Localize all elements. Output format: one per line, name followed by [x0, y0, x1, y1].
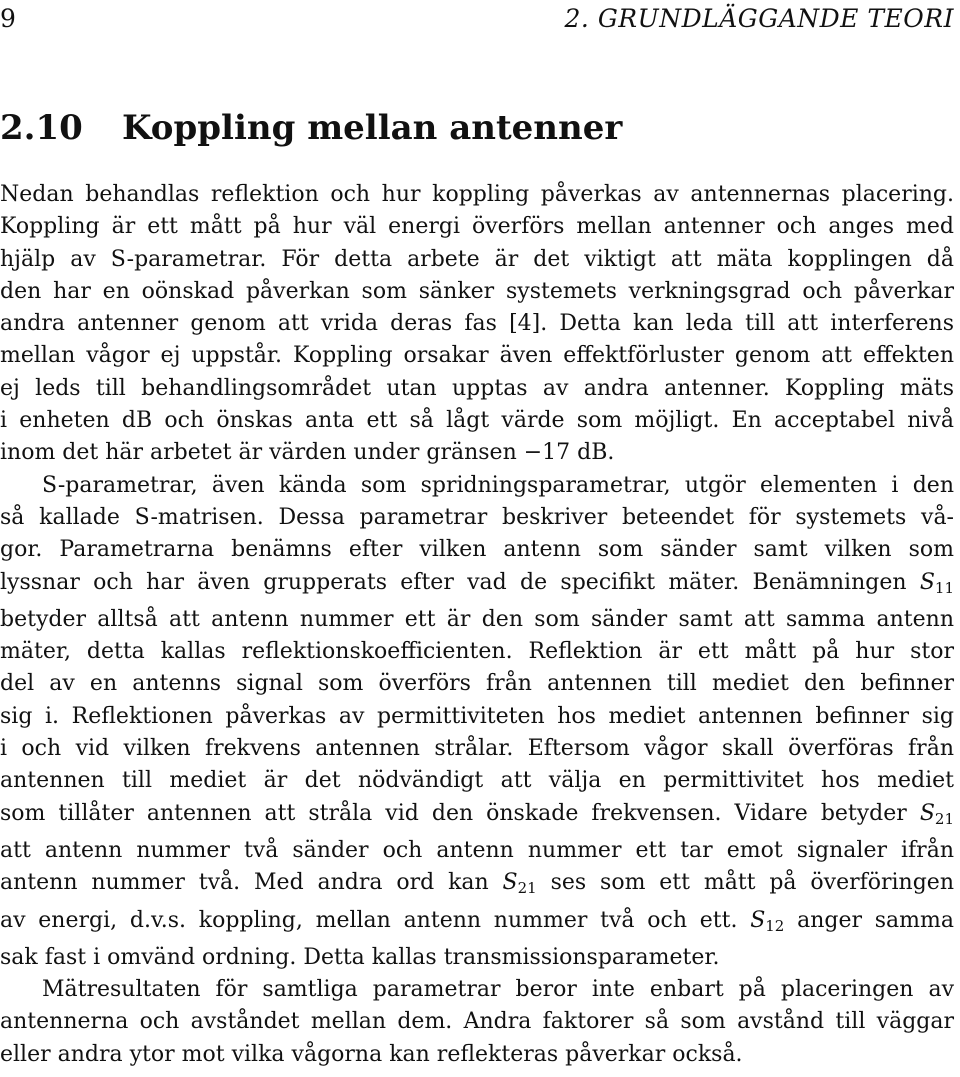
text-line: mellan vågor ej uppstår. Koppling orsakar även effektförluster genom att effekten	[0, 343, 954, 369]
text-line: i enheten dB och önskas anta ett så lågt värde som möjligt. En acceptabel nivå	[0, 408, 954, 434]
body-text	[0, 179, 954, 1071]
text-line: i och vid vilken frekvens antennen strålar. Eftersom vågor skall överföras från	[0, 736, 954, 762]
text-line: ej leds till behandlingsområdet utan upptas av andra antenner. Koppling mäts	[0, 375, 954, 401]
text-line: eller andra ytor mot vilka vågorna kan reflekteras påverkar också.	[0, 1041, 743, 1067]
text-segment: lyssnar och har även grupperats efter vad de specifikt mäter. Benämningen	[0, 569, 920, 595]
symbol-subscript: 21	[517, 879, 537, 898]
text-line: sig i. Reflektionen påverkas av permittiviteten hos mediet antennen befinner sig	[0, 703, 954, 729]
text-line: att antenn nummer två sänder och antenn nummer ett tar emot signaler ifrån	[0, 837, 954, 863]
text-line: så kallade S-matrisen. Dessa parametrar beskriver beteendet för systemets vå-	[0, 504, 954, 530]
text-line: gor. Parametrarna benämns efter vilken antenn som sänder samt vilken som	[0, 537, 954, 563]
text-segment: som tillåter antennen att stråla vid den önskade frekvensen. Vidare betyder	[0, 800, 920, 826]
page-number: 9	[0, 4, 16, 33]
symbol-subscript: 11	[934, 578, 954, 597]
text-line: inom det här arbetet är värden under gränsen −17 dB.	[0, 440, 615, 466]
text-line: sak fast i omvänd ordning. Detta kallas transmissionsparameter.	[0, 944, 720, 970]
chapter-title: 2. GRUNDLÄGGANDE TEORI	[564, 4, 954, 33]
math-symbol-s21	[920, 801, 954, 826]
section-heading	[0, 106, 954, 150]
text-line: mäter, detta kallas reflektionskoefficienten. Reflektion är ett mått på hur stor	[0, 639, 954, 665]
text-line	[0, 798, 954, 835]
text-line: Koppling är ett mått på hur väl energi överförs mellan antenner och anges med	[0, 214, 954, 240]
math-symbol-s11	[920, 570, 954, 595]
paragraph-3	[0, 974, 954, 1071]
text-line	[0, 567, 954, 604]
symbol-base: S	[919, 800, 935, 826]
text-line: antennerna och avståndet mellan dem. Andra faktorer så som avstånd till väggar	[0, 1009, 954, 1035]
section-title: Koppling mellan antenner	[122, 108, 623, 148]
text-line: S-parametrar, även kända som spridningsparametrar, utgör elementen i den	[42, 472, 954, 498]
text-line	[0, 867, 954, 904]
symbol-base: S	[919, 569, 935, 595]
text-line: andra antenner genom att vrida deras fas [4]. Detta kan leda till att interferens	[0, 311, 954, 337]
text-line	[0, 905, 954, 942]
text-segment: ses som ett mått på överföringen	[536, 870, 954, 896]
symbol-base: S	[750, 907, 766, 933]
text-segment: antenn nummer två. Med andra ord kan	[0, 870, 503, 896]
math-symbol-s21	[502, 870, 537, 898]
symbol-subscript: 12	[765, 916, 785, 935]
text-line: Nedan behandlas reflektion och hur koppling påverkas av antennernas placering.	[0, 182, 954, 207]
text-line: Mätresultaten för samtliga parametrar beror inte enbart på placeringen av	[42, 977, 954, 1003]
symbol-subscript: 21	[934, 809, 954, 828]
paragraph-1	[0, 179, 954, 470]
text-line: hjälp av S-parametrar. För detta arbete är det viktigt att mäta kopplingen då	[0, 246, 954, 272]
text-line: den har en oönskad påverkan som sänker systemets verkningsgrad och påverkar	[0, 278, 954, 304]
text-line: antennen till mediet är det nödvändigt att välja en permittivitet hos mediet	[0, 768, 954, 794]
running-head	[0, 2, 954, 36]
text-segment: anger samma	[784, 907, 954, 933]
text-segment: av energi, d.v.s. koppling, mellan antenn nummer två och ett.	[0, 907, 751, 933]
text-line: betyder alltså att antenn nummer ett är den som sänder samt att samma antenn	[0, 606, 954, 632]
math-symbol-s12	[750, 908, 784, 933]
symbol-base: S	[502, 870, 518, 896]
paragraph-2	[0, 470, 954, 974]
section-number: 2.10	[0, 108, 83, 148]
text-line: del av en antenns signal som överförs från antennen till mediet den befinner	[0, 671, 954, 697]
